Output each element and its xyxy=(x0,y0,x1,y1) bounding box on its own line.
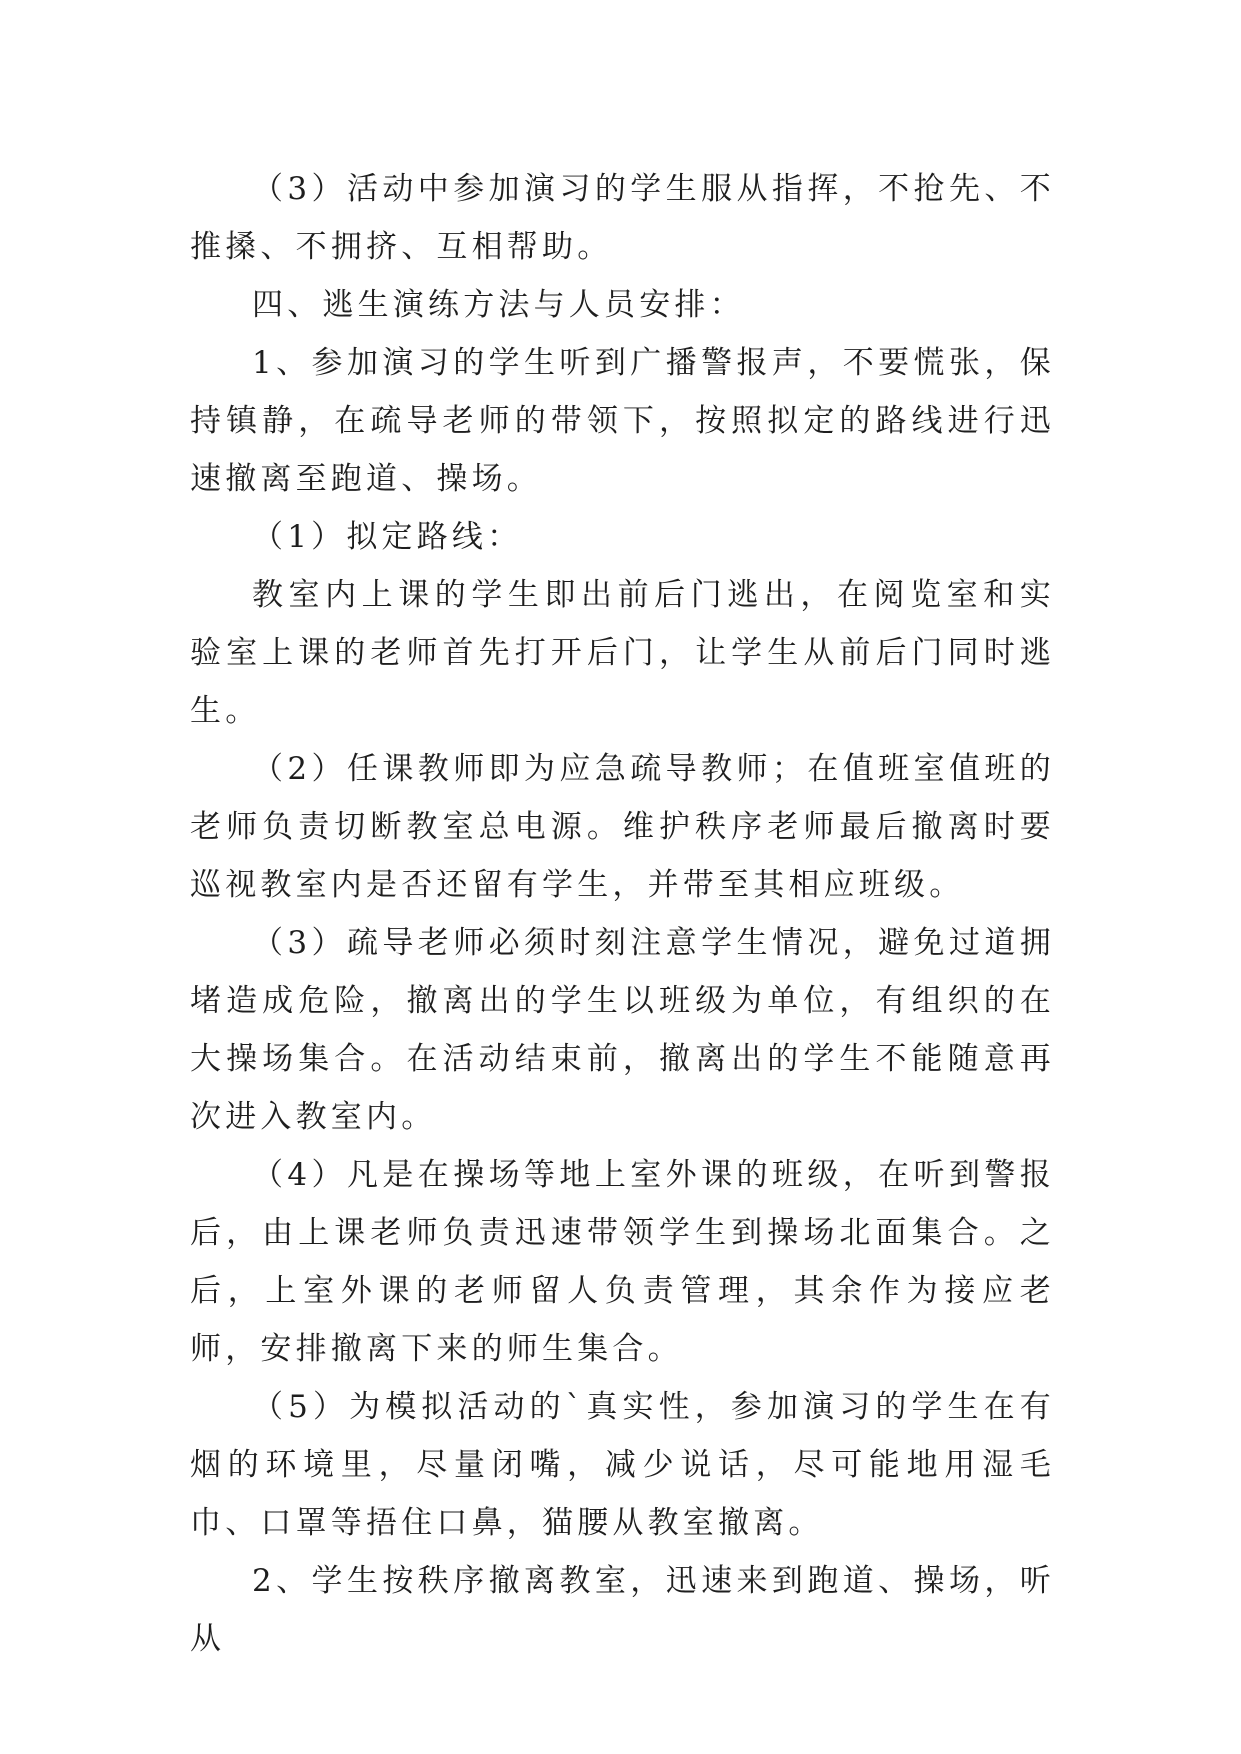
paragraph-sub-5: （5）为模拟活动的`真实性，参加演习的学生在有烟的环境里，尽量闭嘴，减少说话，尽可能地用湿毛巾、口罩等捂住口鼻，猫腰从教室撤离。 xyxy=(190,1389,1055,1541)
paragraph-route-detail: 教室内上课的学生即出前后门逃出，在阅览室和实验室上课的老师首先打开后门，让学生从前后门同时逃生。 xyxy=(190,577,1055,729)
document-body xyxy=(190,160,1055,1668)
paragraph-rule-3: （3）活动中参加演习的学生服从指挥，不抢先、不推搡、不拥挤、互相帮助。 xyxy=(190,171,1055,265)
paragraph-item-2: 2、学生按秩序撤离教室，迅速来到跑道、操场，听从 xyxy=(190,1563,1055,1657)
paragraph-item-1: 1、参加演习的学生听到广播警报声，不要慌张，保持镇静，在疏导老师的带领下，按照拟定的路线进行迅速撤离至跑道、操场。 xyxy=(190,345,1055,497)
paragraph-sub-2: （2）任课教师即为应急疏导教师；在值班室值班的老师负责切断教室总电源。维护秩序老师最后撤离时要巡视教室内是否还留有学生，并带至其相应班级。 xyxy=(190,751,1055,903)
paragraph-sub-4: （4）凡是在操场等地上室外课的班级，在听到警报后，由上课老师负责迅速带领学生到操场北面集合。之后，上室外课的老师留人负责管理，其余作为接应老师，安排撤离下来的师生集合。 xyxy=(190,1157,1055,1367)
section-heading-four: 四、逃生演练方法与人员安排： xyxy=(252,287,745,323)
paragraph-route-heading: （1）拟定路线： xyxy=(252,519,523,555)
paragraph-sub-3: （3）疏导老师必须时刻注意学生情况，避免过道拥堵造成危险，撤离出的学生以班级为单位，有组织的在大操场集合。在活动结束前，撤离出的学生不能随意再次进入教室内。 xyxy=(190,925,1055,1135)
